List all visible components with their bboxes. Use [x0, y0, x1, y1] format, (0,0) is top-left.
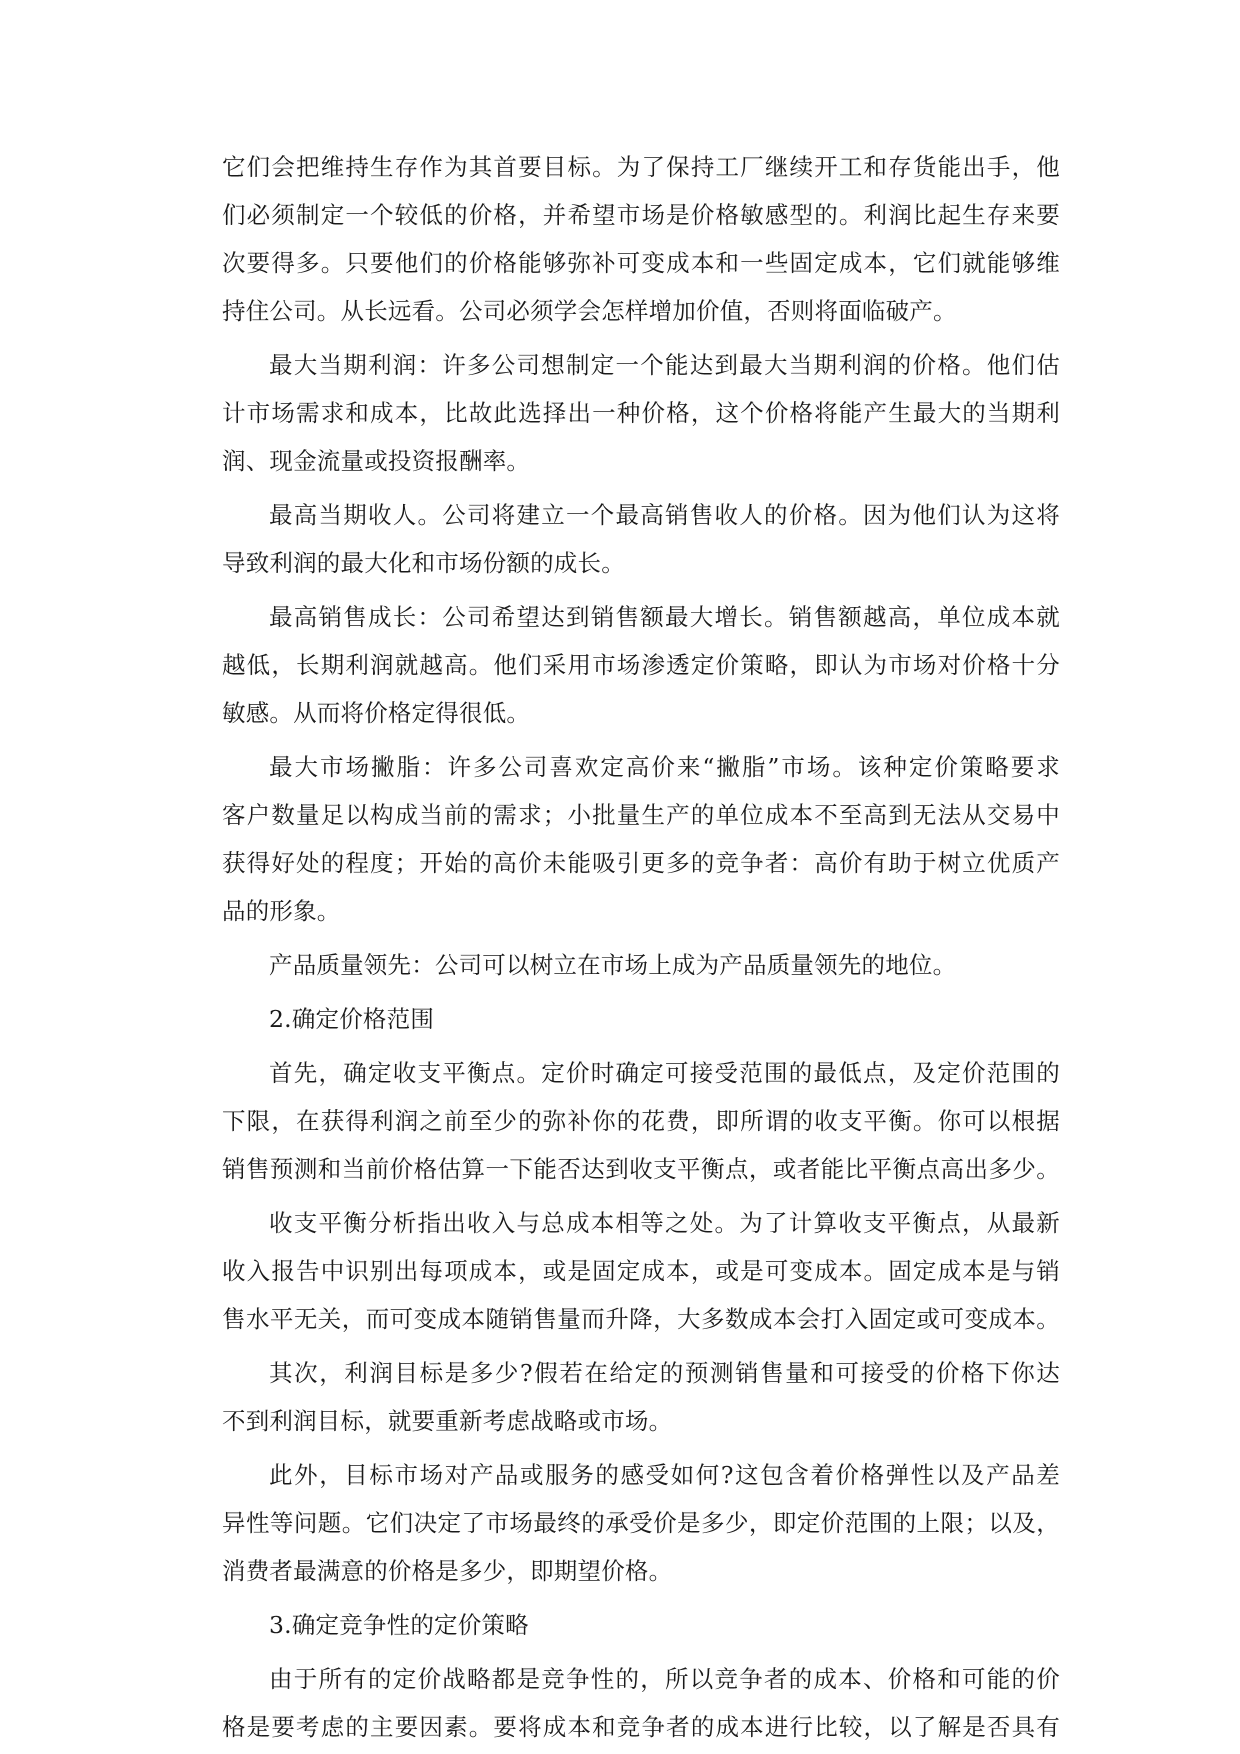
- text-line: 持住公司。从长远看。公司必须学会怎样增加价值，否则将面临破产。: [222, 297, 957, 325]
- text-line: 由于所有的定价战略都是竞争性的，所以竞争者的成本、价格和可能的价: [269, 1665, 1060, 1693]
- text-line: 们必须制定一个较低的价格，并希望市场是价格敏感型的。利润比起生存来要: [222, 201, 1060, 229]
- text-line: 异性等问题。它们决定了市场最终的承受价是多少，即定价范围的上限；以及，: [222, 1509, 1060, 1537]
- text-line: 首先，确定收支平衡点。定价时确定可接受范围的最低点，及定价范围的: [269, 1059, 1060, 1087]
- text-line: 最大当期利润：许多公司想制定一个能达到最大当期利润的价格。他们估: [269, 351, 1060, 379]
- text-line: 最高销售成长：公司希望达到销售额最大增长。销售额越高，单位成本就: [269, 603, 1060, 631]
- text-line: 客户数量足以构成当前的需求；小批量生产的单位成本不至高到无法从交易中: [222, 801, 1060, 829]
- document-page: [222, 143, 1060, 1751]
- text-line: 收入报告中识别出每项成本，或是固定成本，或是可变成本。固定成本是与销: [222, 1257, 1060, 1285]
- text-line: 品的形象。: [222, 897, 341, 925]
- text-line: 售水平无关，而可变成本随销售量而升降，大多数成本会打入固定或可变成本。: [222, 1305, 1060, 1333]
- text-line: 计市场需求和成本，比故此选择出一种价格，这个价格将能产生最大的当期利: [222, 399, 1060, 427]
- text-line: 它们会把维持生存作为其首要目标。为了保持工厂继续开工和存货能出手，他: [222, 153, 1060, 181]
- text-line: 产品质量领先：公司可以树立在市场上成为产品质量领先的地位。: [269, 951, 957, 979]
- text-line: 下限，在获得利润之前至少的弥补你的花费，即所谓的收支平衡。你可以根据: [222, 1107, 1060, 1135]
- text-line: 此外，目标市场对产品或服务的感受如何?这包含着价格弹性以及产品差: [269, 1461, 1060, 1489]
- text-line: 消费者最满意的价格是多少，即期望价格。: [222, 1557, 673, 1585]
- text-line: 敏感。从而将价格定得很低。: [222, 699, 531, 727]
- text-line: 润、现金流量或投资报酬率。: [222, 447, 531, 475]
- text-line: 最高当期收人。公司将建立一个最高销售收人的价格。因为他们认为这将: [269, 501, 1060, 529]
- text-line: 销售预测和当前价格估算一下能否达到收支平衡点，或者能比平衡点高出多少。: [222, 1155, 1060, 1183]
- text-line: 格是要考虑的主要因素。要将成本和竞争者的成本进行比较，以了解是否具有: [222, 1713, 1060, 1741]
- text-line: 其次，利润目标是多少?假若在给定的预测销售量和可接受的价格下你达: [269, 1359, 1060, 1387]
- text-line: 收支平衡分析指出收入与总成本相等之处。为了计算收支平衡点，从最新: [269, 1209, 1060, 1237]
- text-line: 不到利润目标，就要重新考虑战略或市场。: [222, 1407, 673, 1435]
- text-line: 最大市场撇脂：许多公司喜欢定高价来“撇脂”市场。该种定价策略要求: [269, 753, 1060, 781]
- text-line: 3.确定竞争性的定价策略: [269, 1611, 529, 1639]
- text-line: 获得好处的程度；开始的高价未能吸引更多的竞争者：高价有助于树立优质产: [222, 849, 1060, 877]
- text-line: 次要得多。只要他们的价格能够弥补可变成本和一些固定成本，它们就能够维: [222, 249, 1060, 277]
- text-line: 越低，长期利润就越高。他们采用市场渗透定价策略，即认为市场对价格十分: [222, 651, 1060, 679]
- text-line: 2.确定价格范围: [269, 1005, 435, 1033]
- text-line: 导致利润的最大化和市场份额的成长。: [222, 549, 625, 577]
